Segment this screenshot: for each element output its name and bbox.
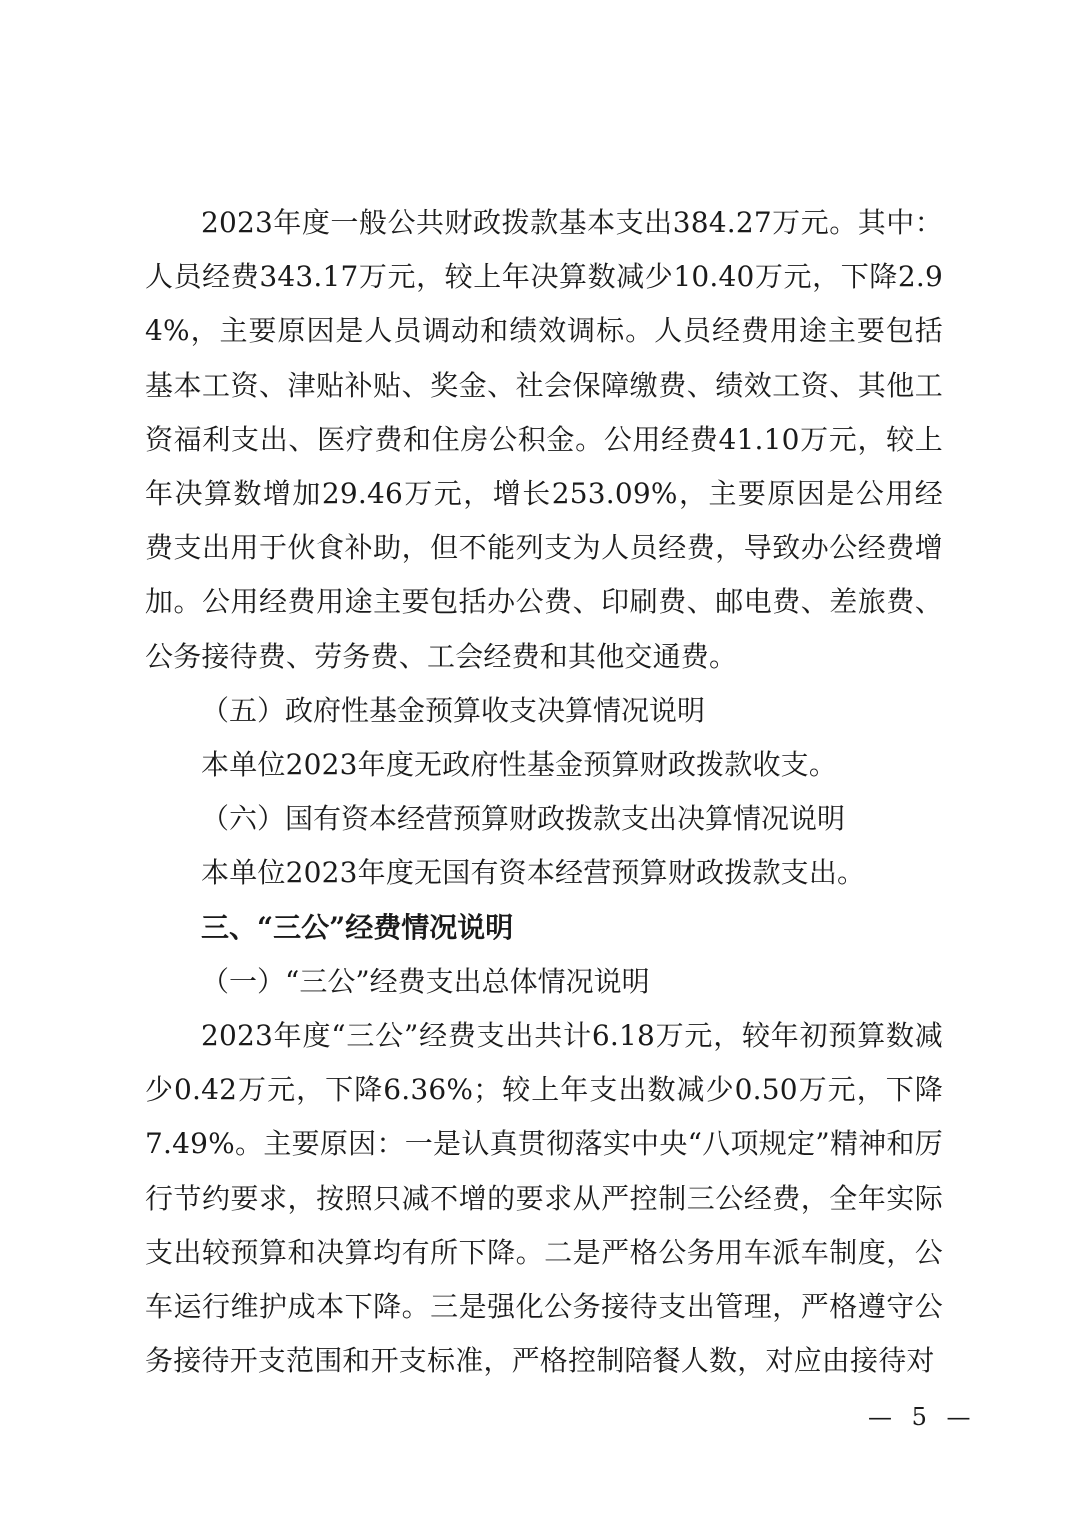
page-number: — 5 — — [868, 1403, 977, 1431]
section-heading-three-public: 三、“三公”经费情况说明 — [201, 910, 514, 944]
document-body — [145, 196, 943, 1388]
section-heading-government-fund: （五）政府性基金预算收支决算情况说明 — [201, 693, 706, 727]
paragraph-general-expenditure: 2023年度一般公共财政拨款基本支出384.27万元。其中：人员经费343.17万元，较上年决算数减少10.40万元，下降2.94%，主要原因是人员调动和绩效调标。人员经费用途主要包括基本工资、津贴补贴、奖金、社会保障缴费、绩效工资、其他工资福利支出、医疗费和住房公积金。公用经费41.10万元，较上年决算数增加29.46万元，增长253.09%，主要原因是公用经费支出用于伙食补助，但不能列支为人员经费，导致办公经费增加。公用经费用途主要包括办公费、印刷费、邮电费、差旅费、公务接待费、劳务费、工会经费和其他交通费。 — [145, 206, 943, 673]
section-heading-state-capital: （六）国有资本经营预算财政拨款支出决算情况说明 — [201, 802, 846, 836]
paragraph-government-fund: 本单位2023年度无政府性基金预算财政拨款收支。 — [201, 748, 838, 782]
paragraph-state-capital: 本单位2023年度无国有资本经营预算财政拨款支出。 — [201, 856, 866, 890]
subsection-heading-three-public-overall: （一）“三公”经费支出总体情况说明 — [201, 964, 650, 998]
paragraph-three-public-overall: 2023年度“三公”经费支出共计6.18万元，较年初预算数减少0.42万元，下降6.36%；较上年支出数减少0.50万元，下降7.49%。主要原因：一是认真贯彻落实中央“八项规定”精神和厉行节约要求，按照只减不增的要求从严控制三公经费，全年实际支出较预算和决算均有所下降。二是严格公务用车派车制度，公车运行维护成本下降。三是强化公务接待支出管理，严格遵守公务接待开支范围和开支标准，严格控制陪餐人数，对应由接待对 — [145, 1019, 943, 1378]
